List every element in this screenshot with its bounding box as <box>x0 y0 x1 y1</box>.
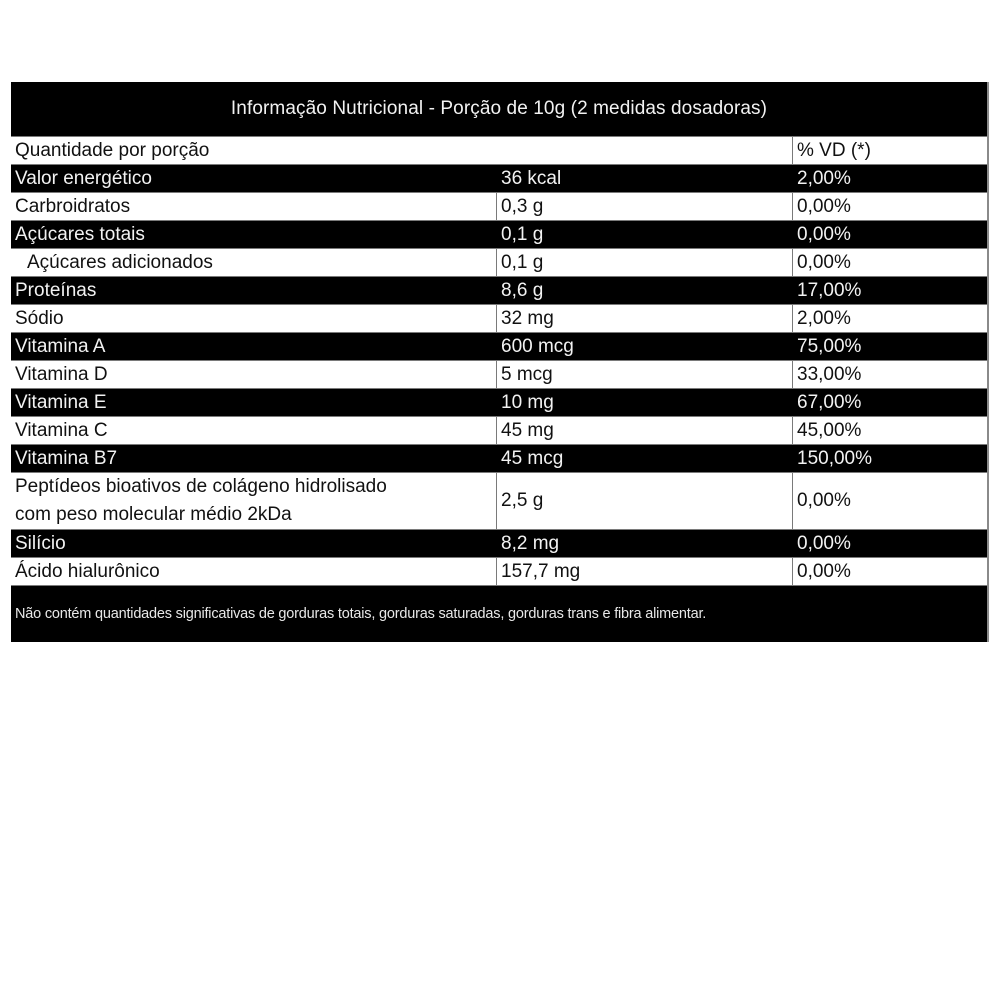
nutrient-amount: 8,2 mg <box>496 530 792 557</box>
nutrient-name: Valor energético <box>15 167 152 189</box>
vd-column-header: % VD (*) <box>792 137 987 164</box>
table-row <box>11 332 987 360</box>
nutrient-name-line-1: Peptídeos bioativos de colágeno hidrolisado <box>15 476 387 497</box>
nutrient-vd: 0,00% <box>792 249 987 276</box>
table-row <box>11 304 987 332</box>
nutrient-name: Sódio <box>15 307 64 329</box>
nutrient-amount: 32 mg <box>496 305 792 332</box>
nutrient-amount: 0,3 g <box>496 193 792 220</box>
table-header-row <box>11 136 987 164</box>
nutrient-name: Vitamina C <box>15 419 108 441</box>
table-row <box>11 529 987 557</box>
table-row <box>11 472 987 529</box>
nutrient-amount: 0,1 g <box>496 249 792 276</box>
nutrient-vd: 0,00% <box>792 473 987 529</box>
nutrient-name-line-2: com peso molecular médio 2kDa <box>15 504 292 525</box>
nutrient-amount: 157,7 mg <box>496 558 792 585</box>
nutrient-name: Proteínas <box>15 279 97 301</box>
nutrient-vd: 17,00% <box>792 277 987 304</box>
nutrient-amount: 45 mg <box>496 417 792 444</box>
nutrient-vd: 0,00% <box>792 193 987 220</box>
nutrient-vd: 0,00% <box>792 221 987 248</box>
table-row <box>11 220 987 248</box>
nutrient-name: Silício <box>15 532 66 554</box>
nutrition-facts-table <box>11 82 989 642</box>
table-row <box>11 388 987 416</box>
nutrient-name: Ácido hialurônico <box>15 560 160 582</box>
table-row <box>11 276 987 304</box>
nutrient-amount: 0,1 g <box>496 221 792 248</box>
nutrient-name: Carbroidratos <box>15 195 131 217</box>
nutrient-name: Vitamina E <box>15 391 107 413</box>
nutrient-name: Açúcares adicionados <box>27 251 213 273</box>
nutrient-amount: 10 mg <box>496 389 792 416</box>
nutrient-amount: 45 mcg <box>496 445 792 472</box>
table-row <box>11 360 987 388</box>
table-row <box>11 248 987 276</box>
nutrient-name: Vitamina B7 <box>15 447 118 469</box>
quantity-per-portion-label: Quantidade por porção <box>15 139 210 161</box>
table-row <box>11 557 987 585</box>
table-title: Informação Nutricional - Porção de 10g (2 medidas dosadoras) <box>230 98 768 119</box>
table-row <box>11 416 987 444</box>
table-footnote: Não contém quantidades significativas de gorduras totais, gorduras saturadas, gorduras trans e fibra alimentar. <box>11 585 987 642</box>
nutrient-vd: 0,00% <box>792 530 987 557</box>
nutrient-amount: 2,5 g <box>496 473 792 529</box>
table-row <box>11 444 987 472</box>
nutrient-vd: 0,00% <box>792 558 987 585</box>
nutrient-vd: 2,00% <box>792 165 987 192</box>
nutrient-vd: 45,00% <box>792 417 987 444</box>
nutrient-name: Vitamina A <box>15 335 106 357</box>
nutrient-amount: 5 mcg <box>496 361 792 388</box>
nutrient-amount: 8,6 g <box>496 277 792 304</box>
nutrient-vd: 33,00% <box>792 361 987 388</box>
nutrient-vd: 2,00% <box>792 305 987 332</box>
nutrient-name: Açúcares totais <box>15 223 145 245</box>
nutrient-name <box>11 473 496 529</box>
nutrient-amount: 36 kcal <box>496 165 792 192</box>
nutrient-name: Vitamina D <box>15 363 108 385</box>
table-row <box>11 164 987 192</box>
nutrient-amount: 600 mcg <box>496 333 792 360</box>
nutrient-vd: 150,00% <box>792 445 987 472</box>
nutrient-vd: 75,00% <box>792 333 987 360</box>
table-row <box>11 192 987 220</box>
nutrient-vd: 67,00% <box>792 389 987 416</box>
